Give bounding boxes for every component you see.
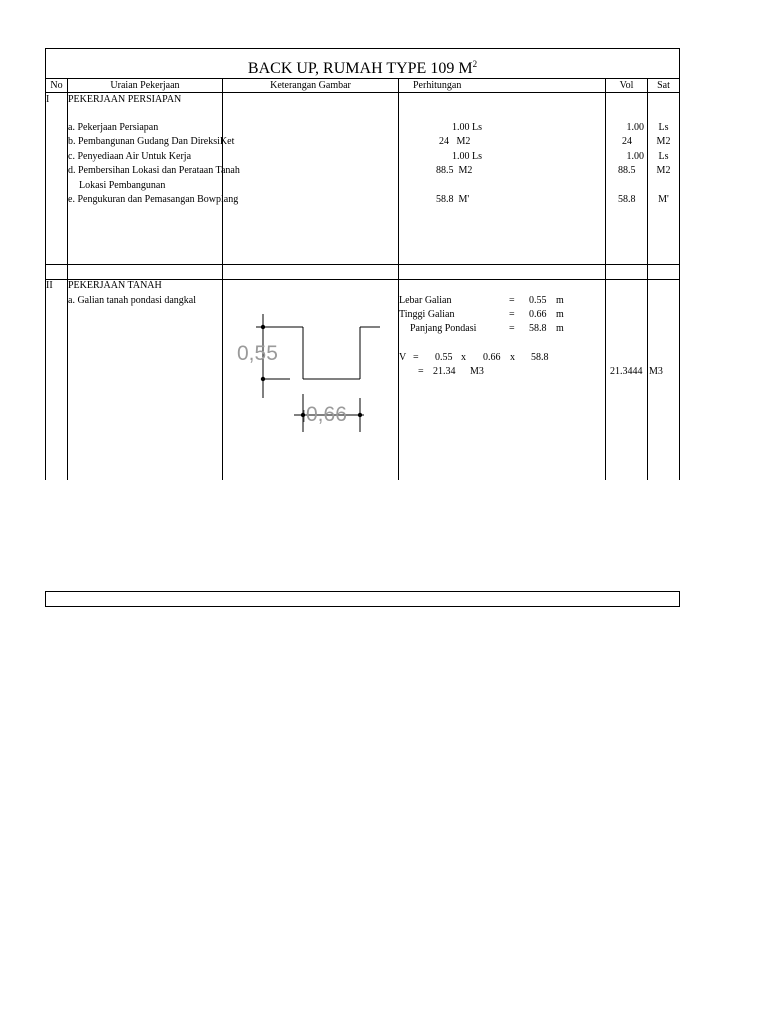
calc-panjang-unit: m xyxy=(556,323,564,334)
section2-vol: 21.3444 xyxy=(610,366,643,377)
section2-number: II xyxy=(46,280,53,291)
calc-v-b: 0.66 xyxy=(483,352,501,363)
section2-title: PEKERJAAN TANAH xyxy=(68,280,162,291)
section1-number: I xyxy=(46,94,50,105)
calc-lebar-value: 0.55 xyxy=(529,295,547,306)
item-label: d. Pembersihan Lokasi dan Perataan Tanah xyxy=(68,165,240,176)
item-calc: 58.8 M' xyxy=(436,194,470,205)
header-no: No xyxy=(50,80,63,91)
item-sat: Ls xyxy=(658,122,669,133)
calc-v-label: V xyxy=(399,352,407,363)
item-sat: M' xyxy=(658,194,669,205)
item-label: b. Pembangunan Gudang Dan DireksiKet xyxy=(68,136,235,147)
item-calc: 24 M2 xyxy=(439,136,471,147)
calc-tinggi-label: Tinggi Galian xyxy=(399,309,455,320)
calc-lebar-eq: = xyxy=(509,295,515,306)
item-vol: 88.5 xyxy=(618,165,636,176)
item-vol: 1.00 xyxy=(626,151,644,162)
item-vol: 24 xyxy=(622,136,632,147)
item-calc: 1.00 Ls xyxy=(452,122,482,133)
item-label: e. Pengukuran dan Pemasangan Bowplang xyxy=(68,194,239,205)
item-vol: 58.8 xyxy=(618,194,636,205)
header-uraian: Uraian Pekerjaan xyxy=(110,80,180,91)
dimension-width-label: 0,66 xyxy=(306,403,347,426)
calc-panjang-eq: = xyxy=(509,323,515,334)
header-perhitungan: Perhitungan xyxy=(413,80,462,91)
calc-result-eq: = xyxy=(418,366,424,377)
dimension-depth-label: 0,55 xyxy=(237,342,278,365)
header-vol: Vol xyxy=(619,80,634,91)
footer-bar xyxy=(45,591,680,607)
document-title xyxy=(45,55,680,78)
calc-result-unit: M3 xyxy=(470,366,484,377)
calc-lebar-unit: m xyxy=(556,295,564,306)
item-vol: 1.00 xyxy=(626,122,644,133)
section2-sat: M3 xyxy=(649,366,663,377)
header-sat: Sat xyxy=(657,80,670,91)
item-calc: 1.00 Ls xyxy=(452,151,482,162)
calc-v-eq: = xyxy=(413,352,419,363)
item-sat: M2 xyxy=(656,136,671,147)
item-label: a. Galian tanah pondasi dangkal xyxy=(68,295,197,306)
calc-panjang-label: Panjang Pondasi xyxy=(410,323,477,334)
calc-tinggi-value: 0.66 xyxy=(529,309,547,320)
item-label-continuation: Lokasi Pembangunan xyxy=(79,180,166,191)
item-label: a. Pekerjaan Persiapan xyxy=(68,122,159,133)
item-calc: 88.5 M2 xyxy=(436,165,473,176)
item-label: c. Penyediaan Air Untuk Kerja xyxy=(68,151,192,162)
item-sat: M2 xyxy=(656,165,671,176)
title-superscript: 2 xyxy=(472,59,478,69)
header-keterangan: Keterangan Gambar xyxy=(270,80,351,91)
calc-v-c: 58.8 xyxy=(531,352,549,363)
calc-v-x2: x xyxy=(510,352,515,363)
section1-title: PEKERJAAN PERSIAPAN xyxy=(68,94,182,105)
calc-v-x1: x xyxy=(461,352,466,363)
calc-lebar-label: Lebar Galian xyxy=(399,295,452,306)
calc-v-a: 0.55 xyxy=(435,352,453,363)
calc-tinggi-unit: m xyxy=(556,309,564,320)
excavation-section-drawing xyxy=(226,300,396,450)
item-sat: Ls xyxy=(658,151,669,162)
calc-tinggi-eq: = xyxy=(509,309,515,320)
title-text: BACK UP, RUMAH TYPE 109 M xyxy=(247,60,473,77)
calc-result-value: 21.34 xyxy=(433,366,456,377)
calc-panjang-value: 58.8 xyxy=(529,323,547,334)
